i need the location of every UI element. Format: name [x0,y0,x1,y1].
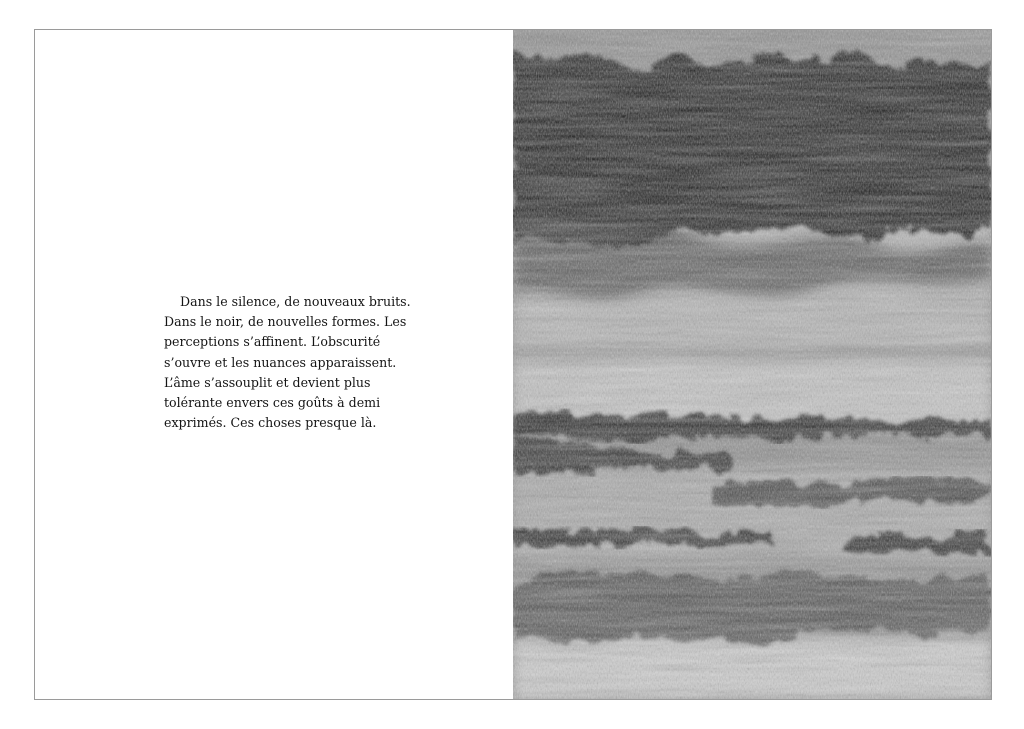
paragraph-line: exprimés. Ces choses presque là. [164,415,377,431]
right-page [513,30,992,699]
paragraph-line: perceptions s’affinent. L’obscurité [164,334,381,350]
book-spread [34,29,992,700]
paragraph-line: tolérante envers ces goûts à demi [164,395,381,411]
paragraph-line: Dans le silence, de nouveaux bruits. [180,294,411,309]
grain-texture [513,30,992,699]
paragraph-line: s’ouvre et les nuances apparaissent. [164,354,397,370]
left-page [35,30,513,699]
paragraph-line: L’âme s’assouplit et devient plus [164,374,371,390]
paragraph-line: Dans le noir, de nouvelles formes. Les [164,314,407,330]
charcoal-landscape-illustration [513,30,992,699]
body-paragraph [164,292,411,433]
